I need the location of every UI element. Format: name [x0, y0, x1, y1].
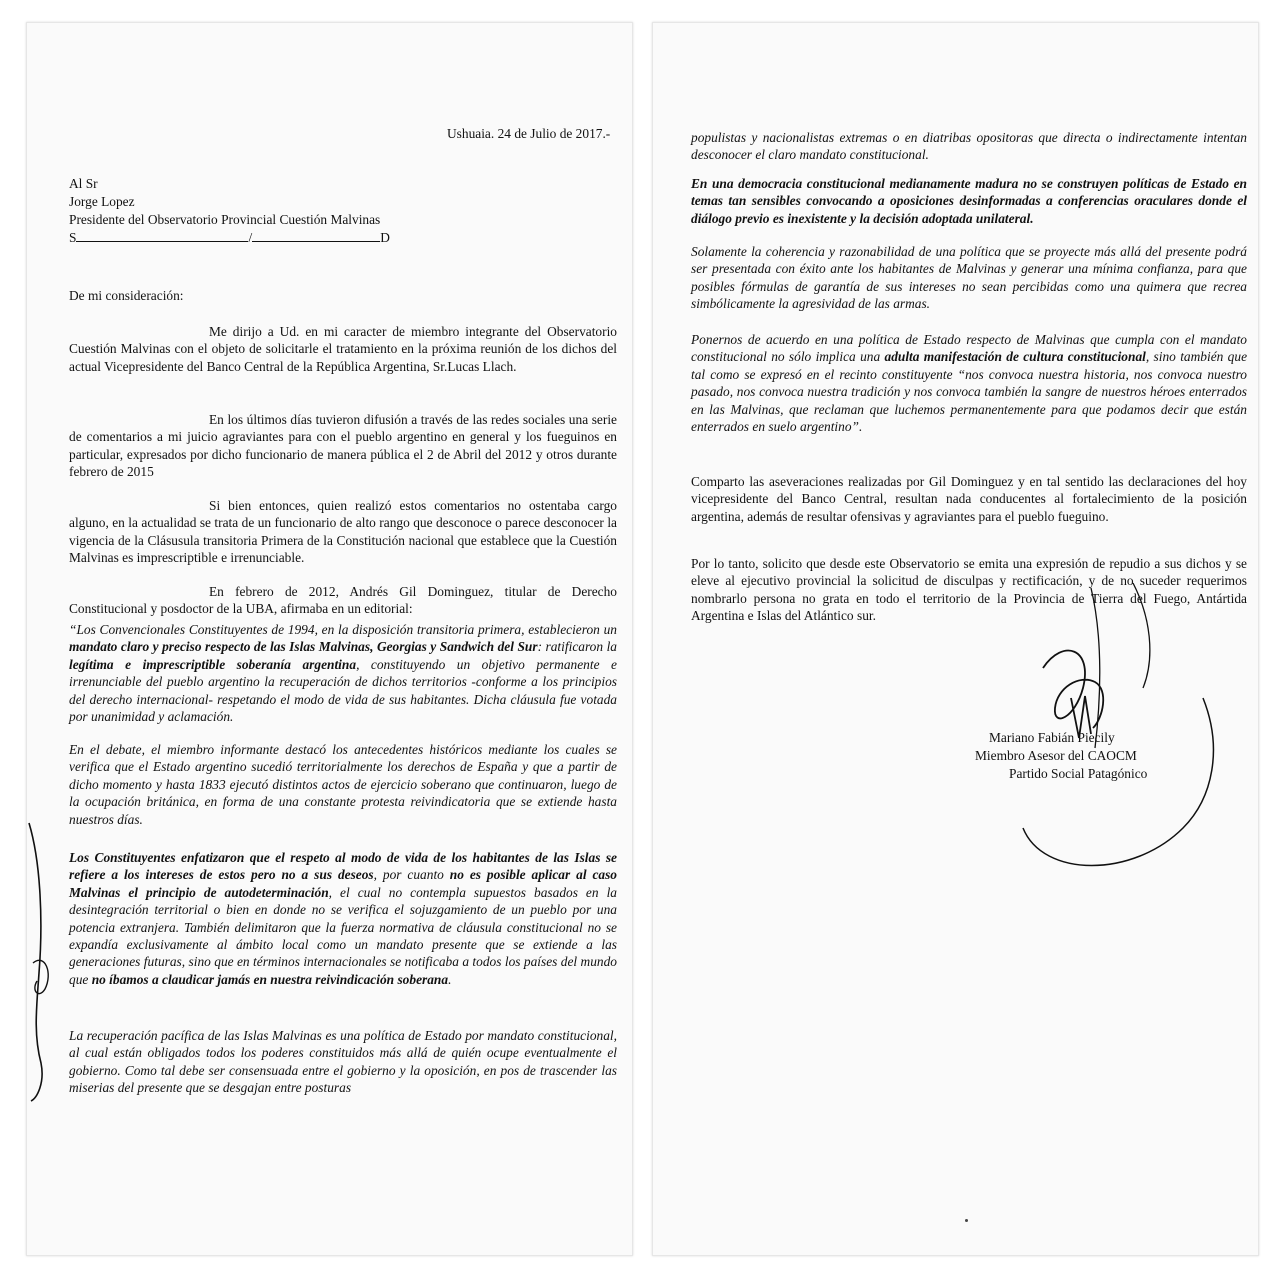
paragraph-6: Por lo tanto, solicito que desde este Observatorio se emita una expresión de repudio a sus dichos y se eleve al ejecutivo provincial la solicitud de disculpas y rectificación, y de no suceder requerimos nombrarlo persona no grata en todo el territorio de la Provincia de Tierra del Fuego, Antártida Argentina e Islas del Atlántico sur.: [691, 556, 1247, 624]
paragraph-3: Si bien entonces, quien realizó estos comentarios no ostentaba cargo alguno, en la actualidad se trata de un funcionario de alto rango que desconoce o parece desconocer la vigencia de la Clásusula transitoria Primera de la Constitución nacional que establece que la Cuestión Malvinas es imprescriptible e irrenunciable.: [69, 498, 617, 566]
quote-4: La recuperación pacífica de las Islas Malvinas es una política de Estado por mandato constitucional, al cual están obligados todos los poderes constituidos más allá de quién ocupe eventualmente el gobierno. Como tal debe ser consensuada entre el gobierno y la oposición, en pos de trascender las miserias del presente que se desgajan entre posturas: [69, 1028, 617, 1096]
paragraph-5: Comparto las aseveraciones realizadas por Gil Dominguez y en tal sentido las declaraciones del hoy vicepresidente del Banco Central, resultan nada conducentes al fortalecimiento de la posición argentina, además de resultar ofensivas y agraviantes para el pueblo fueguino.: [691, 474, 1247, 524]
quote-3-text-f: .: [448, 971, 452, 987]
quote-7: Solamente la coherencia y razonabilidad de una política que se proyecte más allá del presente podrá ser presentada con éxito ante los habitantes de Malvinas y generar una mínima confianza, para que posibles fórmulas de garantía de sus intereses no sean percibidas como una quimera que recrea simbólicamente la agresividad de las armas.: [691, 244, 1247, 312]
salutation: De mi consideración:: [69, 288, 184, 303]
quote-1-bold-mandate: mandato claro y preciso respecto de las Islas Malvinas, Georgias y Sandwich del Sur: [69, 639, 538, 655]
blank-line: [252, 229, 380, 242]
paragraph-4: En febrero de 2012, Andrés Gil Dominguez, titular de Derecho Constitucional y posdoctor de la UBA, afirmaba en un editorial:: [69, 584, 617, 617]
quote-1-text-e: , constituyendo un objetivo permanente e irrenunciable del pueblo argentino la recuperación de dichos territorios -conforme a los principios del derecho internacional- respetando el modo de vida de sus habitantes. Dicha cláusula fue votada por unanimidad y aclamación.: [69, 656, 617, 725]
quote-8: [691, 331, 1247, 435]
quote-8-text-c: , sino también que tal como se expresó en el recinto constituyente “nos convoca nuestra historia, nos convoca nuestro pasado, nos convoca nuestra tradición y nos convoca también la sangre de nuestros héroes enterrados en las Malvinas, que reclaman que luchemos permanentemente para que podamos decir que están enterrados en suelo argentino”.: [691, 349, 1248, 435]
letter-date: Ushuaia. 24 de Julio de 2017.-: [447, 126, 611, 141]
quote-3-text-b: , por cuanto: [373, 867, 450, 883]
quote-3-bold-e: no íbamos a claudicar jamás en nuestra reivindicación soberana: [91, 971, 449, 987]
s-label: S: [69, 230, 77, 245]
quote-3: [69, 849, 617, 988]
quote-1-text-c: : ratificaron la: [537, 639, 617, 655]
quote-2: En el debate, el miembro informante destacó los antecedentes históricos mediante los cuales se verifica que el Estado argentino sucedió territorialmente los derechos de España y que a partir de dicho momento y hasta 1833 ejecutó distintos actos de ejercicio soberano que continuaron, luego de la ocupación británica, en forma de una constante protesta reivindicatoria que se extiende hasta nuestros días.: [69, 742, 617, 827]
letter-page-1: [26, 22, 633, 1256]
addressee-line-1: Al Sr: [69, 176, 98, 191]
d-label: D: [380, 230, 390, 245]
addressee-title: Presidente del Observatorio Provincial Cuestión Malvinas: [69, 212, 381, 227]
page-speck: [965, 1219, 968, 1222]
paragraph-2: En los últimos días tuvieron difusión a través de las redes sociales una serie de comentarios a mi juicio agraviantes para con el pueblo argentino en general y los fueguinos en particular, expresados por dicho funcionario de manera pública el 2 de Abril del 2012 y otros durante febrero de 2015: [69, 412, 617, 480]
quote-3-bold-c: no es posible aplicar al caso Malvinas el principio de autodeterminación: [69, 867, 617, 900]
blank-line: [76, 229, 248, 242]
quote-8-bold-b: adulta manifestación de cultura constitucional: [884, 349, 1146, 365]
paragraph-1: Me dirijo a Ud. en mi caracter de miembro integrante del Observatorio Cuestión Malvinas con el objeto de solicitarle el tratamiento en la próxima reunión de los dichos del actual Vicepresidente del Banco Central de la República Argentina, Sr.Lucas Llach.: [69, 324, 617, 374]
quote-3-text-d: , el cual no contempla supuestos basados en la desintegración territorial o bien en donde no se verifica el sojuzgamiento de un pueblo por una potencia extranjera. También delimitaron que la fuerza normativa de cláusula constitucional no se expandía exclusivamente al ámbito local como un mandato presente que se extiende a las generaciones futuras, sino que en términos internacionales se notificaba a todos los países del mundo que: [69, 884, 617, 987]
signatory-party: Partido Social Patagónico: [1009, 766, 1148, 781]
quote-8-text-a: Ponernos de acuerdo en una política de Estado respecto de Malvinas que cumpla con el mandato constitucional no sólo implica una: [691, 332, 1247, 365]
quote-1-text-a: “Los Convencionales Constituyentes de 1994, en la disposición transitoria primera, establecieron un: [69, 622, 617, 637]
quote-1-bold-sovereignty: legítima e imprescriptible soberanía argentina: [69, 656, 357, 672]
addressee-sd-line: [69, 229, 409, 246]
quote-1: [69, 621, 617, 725]
signatory-name: Mariano Fabián Piecily: [989, 730, 1115, 745]
slash: /: [248, 230, 253, 245]
letter-page-2: [652, 22, 1259, 1256]
addressee-name: Jorge Lopez: [69, 194, 135, 209]
signatory-role: Miembro Asesor del CAOCM: [975, 748, 1137, 763]
quote-3-bold-a: Los Constituyentes enfatizaron que el respeto al modo de vida de los habitantes de las Islas se refiere a los intereses de estos pero no a sus deseos: [69, 850, 617, 883]
margin-initials-mark: [27, 803, 67, 1103]
quote-6: En una democracia constitucional medianamente madura no se construyen políticas de Estado en temas tan sensibles convocando a oposiciones desinformadas a conferencias oraculares donde el diálogo previo es inexistente y la decisión adoptada unilateral.: [691, 176, 1247, 226]
signature-scribble: [983, 578, 1253, 878]
quote-5: populistas y nacionalistas extremas o en diatribas opositoras que directa o indirectamente intentan desconocer el claro mandato constitucional.: [691, 130, 1247, 163]
